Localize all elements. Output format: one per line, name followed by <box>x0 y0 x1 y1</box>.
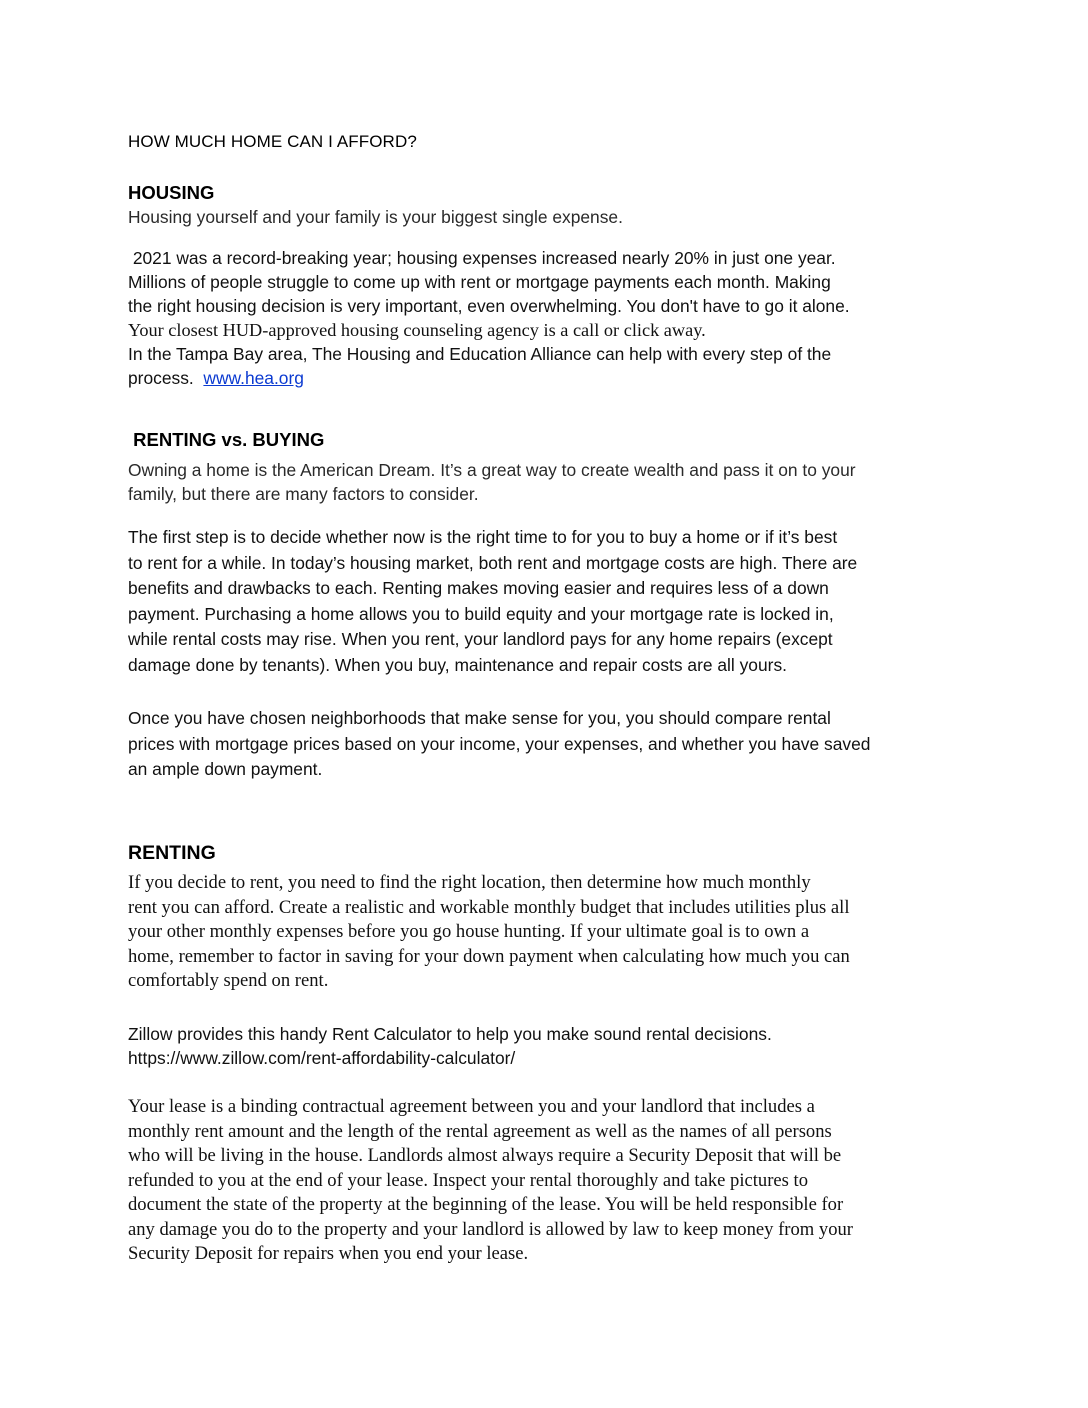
text-line: damage done by tenants). When you buy, maintenance and repair costs are all yours. <box>128 654 787 675</box>
text-line: comfortably spend on rent. <box>128 970 329 991</box>
text-line: an ample down payment. <box>128 759 323 779</box>
housing-paragraph <box>128 246 968 390</box>
lease-paragraph <box>128 1095 968 1267</box>
text-line: Owning a home is the American Dream. It’s a great way to create wealth and pass it on to your <box>128 460 856 480</box>
text-line: prices with mortgage prices based on your income, your expenses, and whether you have saved <box>128 733 871 754</box>
zillow-url: https://www.zillow.com/rent-affordability-calculator/ <box>128 1048 516 1068</box>
text-line: who will be living in the house. Landlords almost always require a Security Deposit that will be <box>128 1145 842 1166</box>
text-line: document the state of the property at the beginning of the lease. You will be held responsible for <box>128 1194 844 1215</box>
text-line: Millions of people struggle to come up with rent or mortgage payments each month. Making <box>128 272 831 292</box>
text-line: If you decide to rent, you need to find the right location, then determine how much monthly <box>128 872 811 893</box>
text-line: Your closest HUD-approved housing counseling agency is a call or click away. <box>128 320 706 340</box>
text-line: family, but there are many factors to consider. <box>128 484 479 504</box>
text-line: the right housing decision is very important, even overwhelming. You don't have to go it alone. <box>128 296 850 316</box>
text-line: Security Deposit for repairs when you end your lease. <box>128 1243 529 1264</box>
text-line: payment. Purchasing a home allows you to build equity and your mortgage rate is locked in, <box>128 603 834 624</box>
renting-vs-buying-intro <box>128 458 968 506</box>
text-line: The first step is to decide whether now is the right time to for you to buy a home or if it’s best <box>128 527 838 547</box>
text-line: Your lease is a binding contractual agreement between you and your landlord that includes a <box>128 1096 815 1117</box>
renting-heading: RENTING <box>128 842 216 864</box>
text-line <box>128 366 968 390</box>
text-line: refunded to you at the end of your lease. Inspect your rental thoroughly and take pictures to <box>128 1169 809 1191</box>
housing-intro: Housing yourself and your family is your biggest single expense. <box>128 207 623 227</box>
text-line: rent you can afford. Create a realistic and workable monthly budget that includes utilities plus all <box>128 896 850 918</box>
housing-heading: HOUSING <box>128 182 215 203</box>
text-line: to rent for a while. In today’s housing market, both rent and mortgage costs are high. There are <box>128 552 858 573</box>
text-line: home, remember to factor in saving for your down payment when calculating how much you can <box>128 945 850 967</box>
document-title: HOW MUCH HOME CAN I AFFORD? <box>128 132 417 151</box>
zillow-paragraph <box>128 1022 968 1070</box>
renting-vs-buying-paragraph-1 <box>128 525 968 678</box>
text-line: monthly rent amount and the length of the rental agreement as well as the names of all persons <box>128 1120 832 1142</box>
text-line: any damage you do to the property and your landlord is allowed by law to keep money from your <box>128 1218 853 1240</box>
text-line: In the Tampa Bay area, The Housing and Education Alliance can help with every step of the <box>128 344 832 364</box>
renting-paragraph <box>128 871 968 994</box>
text-line: Zillow provides this handy Rent Calculator to help you make sound rental decisions. <box>128 1024 772 1044</box>
text-line: while rental costs may rise. When you rent, your landlord pays for any home repairs (except <box>128 629 833 649</box>
text-line: benefits and drawbacks to each. Renting makes moving easier and requires less of a down <box>128 578 829 598</box>
renting-vs-buying-heading: RENTING vs. BUYING <box>128 429 325 450</box>
process-text: process. <box>128 368 204 388</box>
text-line: your other monthly expenses before you go house hunting. If your ultimate goal is to own a <box>128 921 810 942</box>
text-line: Once you have chosen neighborhoods that make sense for you, you should compare rental <box>128 708 831 728</box>
hea-link[interactable]: www.hea.org <box>203 368 304 388</box>
text-line: 2021 was a record-breaking year; housing expenses increased nearly 20% in just one year. <box>128 248 836 268</box>
renting-vs-buying-paragraph-2 <box>128 706 968 783</box>
